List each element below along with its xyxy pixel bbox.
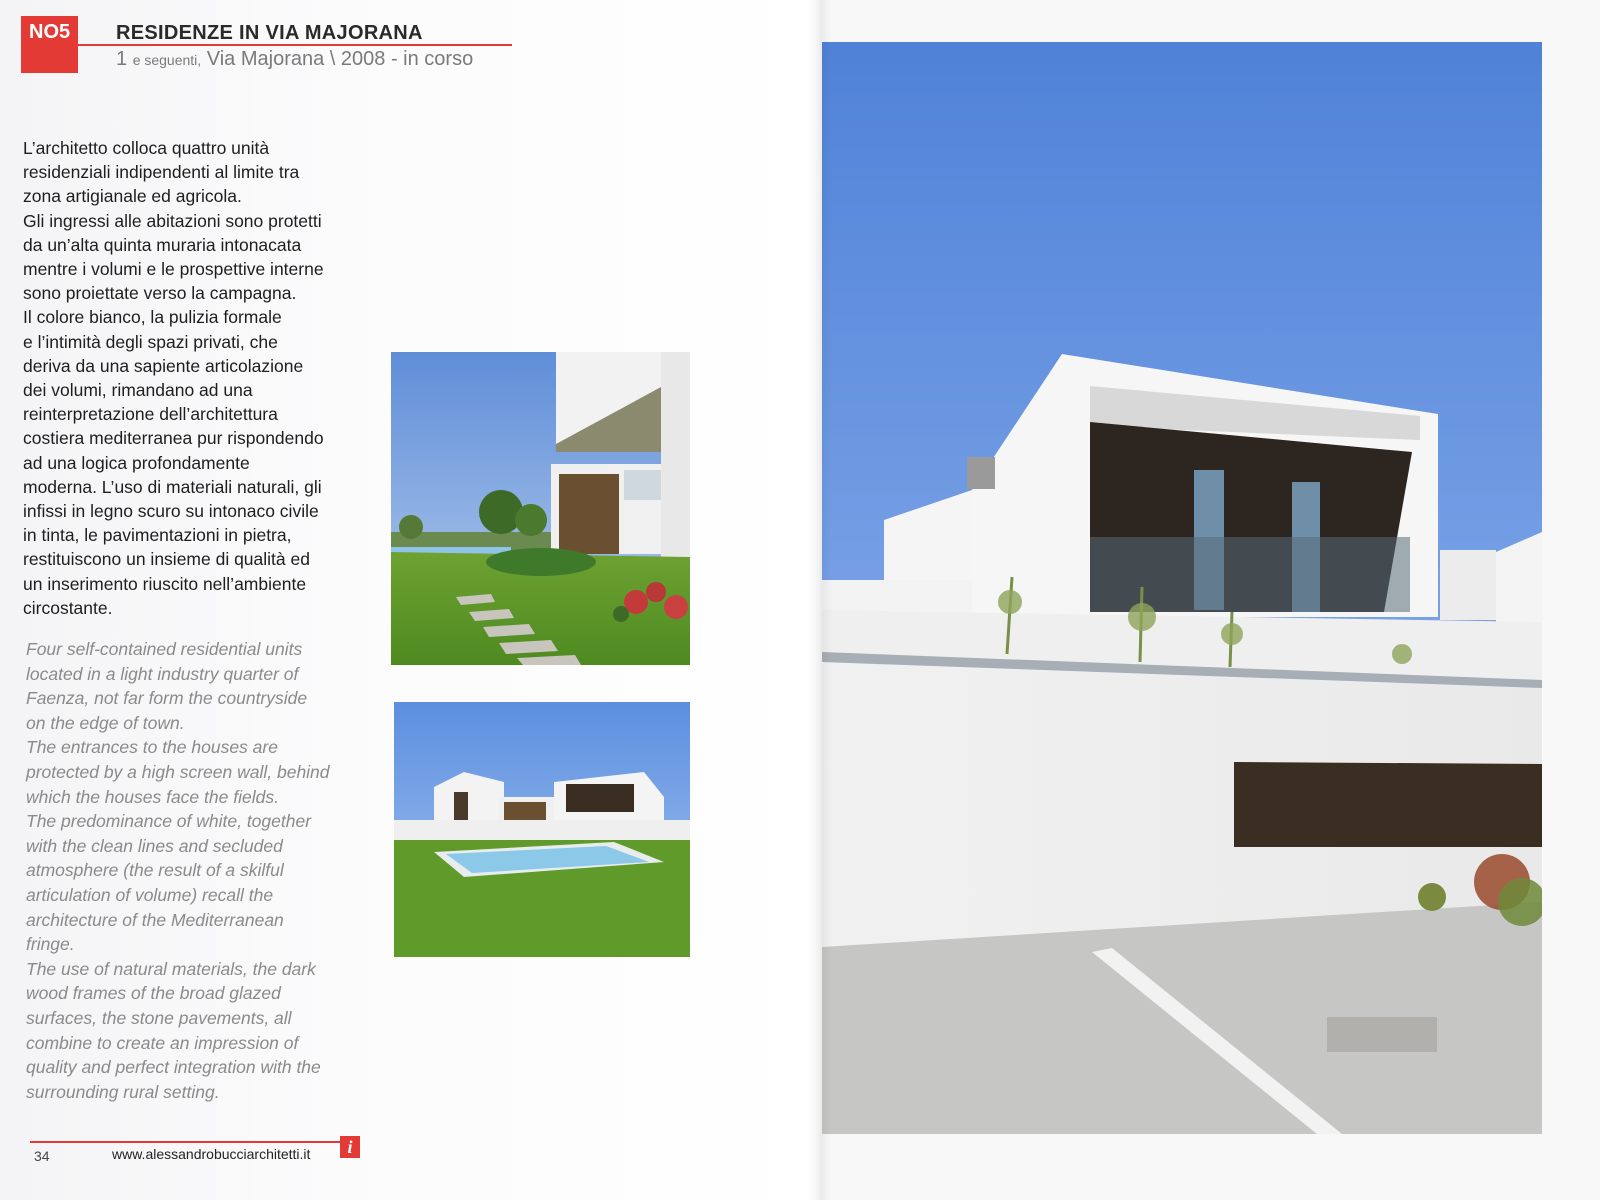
it-line: zona artigianale ed agricola. (23, 186, 242, 207)
it-line: e l’intimità degli spazi privati, che (23, 331, 278, 352)
it-line: deriva da una sapiente articolazione (23, 355, 304, 376)
en-line: wood frames of the broad glazed (26, 983, 281, 1004)
it-line: ad una logica profondamente (23, 452, 250, 473)
en-line: fringe. (26, 934, 75, 955)
it-line: restituiscono un insieme di qualità ed (23, 549, 310, 570)
it-line: mentre i volumi e le prospettive interne (23, 259, 324, 280)
it-line: un inserimento riuscito nell’ambiente (23, 573, 307, 594)
page-gutter (808, 0, 832, 1200)
en-line: atmosphere (the result of a skilful (26, 860, 284, 881)
en-line: quality and perfect integration with the (26, 1057, 321, 1078)
it-line: costiera mediterranea pur rispondendo (23, 428, 324, 449)
en-line: surrounding rural setting. (26, 1081, 220, 1102)
it-line: residenziali indipendenti al limite tra (23, 162, 300, 183)
it-line: Il colore bianco, la pulizia formale (23, 307, 282, 328)
en-line: The entrances to the houses are (26, 737, 278, 758)
it-line: dei volumi, rimandano ad una (23, 380, 253, 401)
it-line: moderna. L’uso di materiali naturali, gli (23, 476, 322, 497)
garden-photo (391, 352, 690, 665)
en-line: architecture of the Mediterranean (26, 909, 284, 930)
footer-rule (30, 1141, 340, 1143)
subtitle-rest: Via Majorana \ 2008 - in corso (206, 48, 474, 70)
en-line: Four self-contained residential units (26, 639, 303, 659)
section-badge-label: NO5 (29, 21, 71, 43)
page-subtitle (116, 48, 473, 71)
en-line: located in a light industry quarter of (26, 663, 299, 684)
it-line: da un’alta quinta muraria intonacata (23, 234, 302, 255)
en-line: protected by a high screen wall, behind (26, 761, 330, 782)
it-line: in tinta, le pavimentazioni in pietra, (23, 525, 292, 546)
website-link[interactable]: www.alessandrobucciarchitetti.it (112, 1146, 311, 1162)
section-badge (21, 16, 78, 73)
it-line: infissi in legno scuro su intonaco civile (23, 501, 319, 522)
it-line: sono proiettate verso la campagna. (23, 283, 297, 304)
en-line: which the houses face the fields. (26, 786, 279, 807)
en-line: The use of natural materials, the dark (26, 958, 316, 979)
it-line: reinterpretazione dell’architettura (23, 404, 278, 425)
en-line: with the clean lines and secluded (26, 835, 283, 856)
en-line: combine to create an impression of (26, 1032, 299, 1053)
it-line: Gli ingressi alle abitazioni sono protetti (23, 210, 322, 231)
page-title: RESIDENZE IN VIA MAJORANA (116, 22, 423, 44)
page-number: 34 (34, 1148, 50, 1164)
it-line: L’architetto colloca quattro unità (23, 138, 270, 158)
english-text (26, 637, 371, 1104)
subtitle-small: e seguenti, (132, 52, 202, 68)
en-line: surfaces, the stone pavements, all (26, 1007, 292, 1028)
en-line: The predominance of white, together (26, 811, 312, 832)
subtitle-number: 1 (116, 48, 128, 70)
en-line: on the edge of town. (26, 712, 185, 733)
facade-photo (822, 42, 1542, 1134)
en-line: Faenza, not far form the countryside (26, 688, 308, 709)
en-line: articulation of volume) recall the (26, 884, 274, 905)
info-icon: i (340, 1136, 360, 1158)
pool-photo (394, 702, 690, 957)
it-line: circostante. (23, 597, 113, 618)
italian-text (23, 136, 368, 620)
